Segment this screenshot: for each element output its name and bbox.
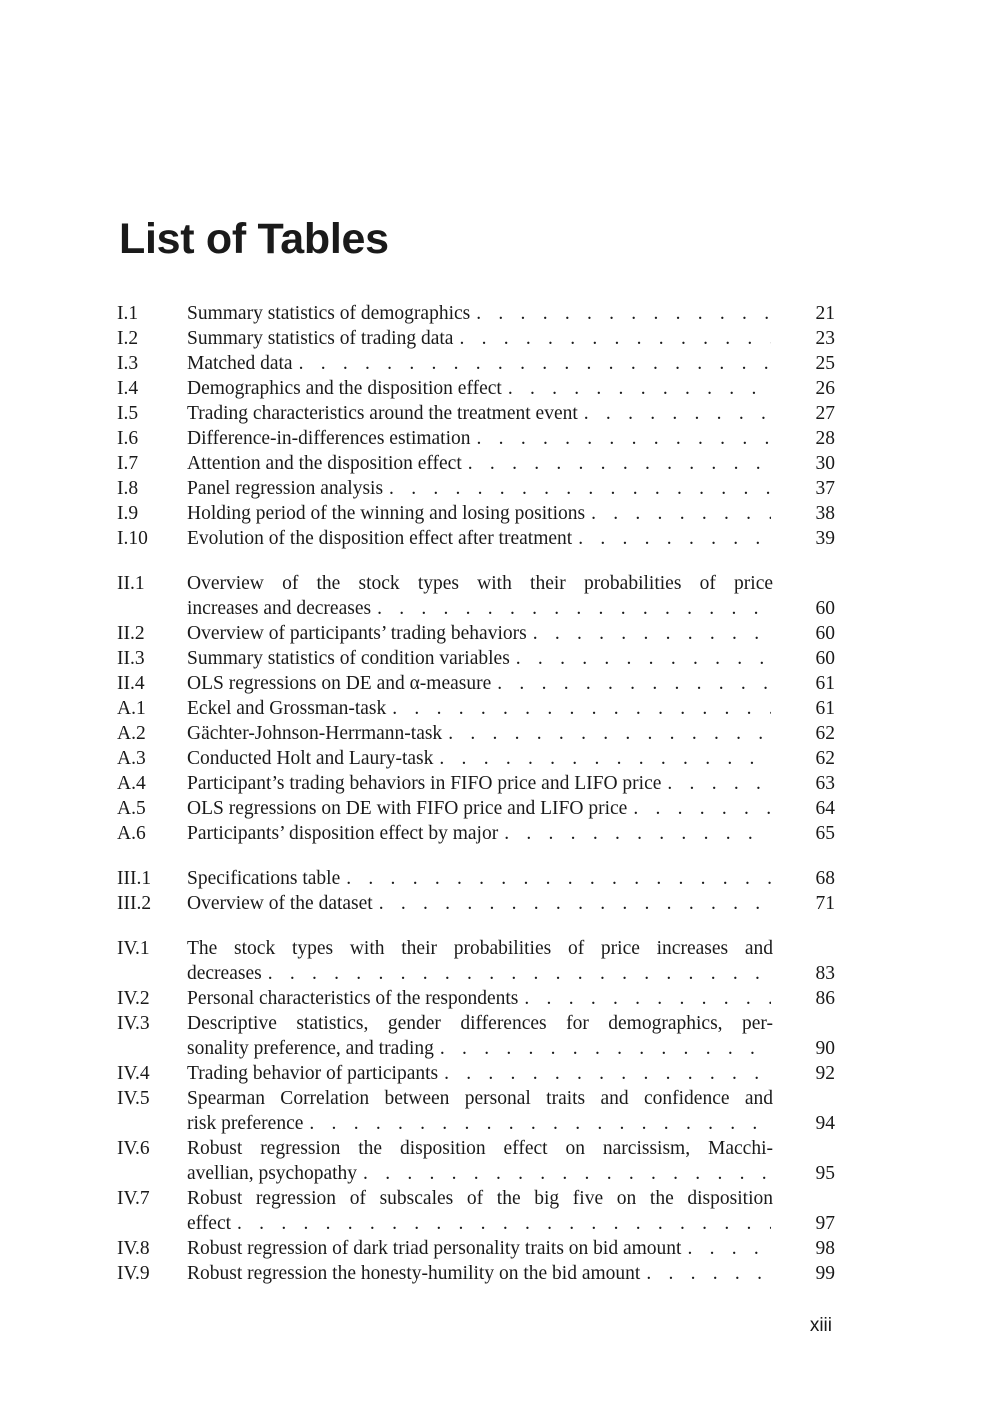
table-title-wrap bbox=[187, 771, 771, 796]
table-title-wrap bbox=[187, 426, 771, 451]
table-title: Specifications table bbox=[187, 868, 341, 889]
table-number: IV.2 bbox=[117, 988, 150, 1009]
table-title-wrap bbox=[187, 746, 771, 771]
table-page-number: 21 bbox=[815, 303, 835, 324]
table-title-wrap bbox=[187, 821, 771, 846]
table-page-number: 60 bbox=[815, 623, 835, 644]
table-page-number: 86 bbox=[815, 988, 835, 1009]
table-title: Trading characteristics around the treatment event bbox=[187, 403, 578, 424]
dot-leader bbox=[491, 671, 771, 696]
table-page-number: 37 bbox=[815, 478, 835, 499]
table-entry-link[interactable] bbox=[115, 721, 835, 746]
table-title-wrap bbox=[187, 596, 771, 621]
dot-leader bbox=[434, 1036, 771, 1061]
table-entry-link[interactable] bbox=[115, 451, 835, 476]
table-title-wrap bbox=[187, 866, 771, 891]
table-title: effect bbox=[187, 1213, 232, 1234]
table-entry-link[interactable] bbox=[115, 1011, 835, 1061]
table-title-line1: Descriptive statistics, gender differences for demographics, per- bbox=[187, 1013, 773, 1034]
table-title: Eckel and Grossman-task bbox=[187, 698, 387, 719]
table-title: sonality preference, and trading bbox=[187, 1038, 434, 1059]
table-entry-link[interactable] bbox=[115, 891, 835, 916]
table-number: II.4 bbox=[117, 673, 145, 694]
table-title-wrap bbox=[187, 526, 771, 551]
table-title-wrap bbox=[187, 646, 771, 671]
table-title-wrap bbox=[187, 1211, 771, 1236]
table-entry-link[interactable] bbox=[115, 426, 835, 451]
table-number: I.1 bbox=[117, 303, 139, 324]
table-page-number: 94 bbox=[815, 1113, 835, 1134]
table-title: Panel regression analysis bbox=[187, 478, 384, 499]
table-entry-link[interactable] bbox=[115, 796, 835, 821]
page-title: List of Tables bbox=[119, 215, 389, 263]
table-number: I.10 bbox=[117, 528, 148, 549]
table-page-number: 60 bbox=[815, 648, 835, 669]
table-entry-link[interactable] bbox=[115, 696, 835, 721]
dot-leader bbox=[572, 526, 771, 551]
table-title: Summary statistics of trading data bbox=[187, 328, 454, 349]
table-title-wrap bbox=[187, 621, 771, 646]
table-title: Trading behavior of participants bbox=[187, 1063, 439, 1084]
table-title: Participant’s trading behaviors in FIFO price and LIFO price bbox=[187, 773, 662, 794]
table-entry-link[interactable] bbox=[115, 1086, 835, 1136]
table-title-wrap bbox=[187, 1261, 771, 1286]
dot-leader bbox=[438, 1061, 771, 1086]
table-title-wrap bbox=[187, 326, 771, 351]
table-title-wrap bbox=[187, 451, 771, 476]
table-title-wrap bbox=[187, 376, 771, 401]
table-title-wrap bbox=[187, 476, 771, 501]
dot-leader bbox=[262, 961, 771, 986]
table-page-number: 95 bbox=[815, 1163, 835, 1184]
table-title: decreases bbox=[187, 963, 262, 984]
table-title: Difference-in-differences estimation bbox=[187, 428, 471, 449]
table-number: II.3 bbox=[117, 648, 145, 669]
table-page-number: 98 bbox=[815, 1238, 835, 1259]
table-title: Matched data bbox=[187, 353, 293, 374]
table-number: I.6 bbox=[117, 428, 139, 449]
table-page-number: 28 bbox=[815, 428, 835, 449]
dot-leader bbox=[661, 771, 771, 796]
dot-leader bbox=[627, 796, 771, 821]
table-page-number: 65 bbox=[815, 823, 835, 844]
table-title-line1: Robust regression of subscales of the big five on the disposition bbox=[187, 1188, 773, 1209]
dot-leader bbox=[527, 621, 771, 646]
table-page-number: 92 bbox=[815, 1063, 835, 1084]
dot-leader bbox=[453, 326, 771, 351]
table-entry-link[interactable] bbox=[115, 771, 835, 796]
table-entry-link[interactable] bbox=[115, 671, 835, 696]
table-title-wrap bbox=[187, 891, 771, 916]
table-page-number: 27 bbox=[815, 403, 835, 424]
table-title: Summary statistics of demographics bbox=[187, 303, 471, 324]
toc-group bbox=[115, 571, 835, 846]
table-list bbox=[115, 301, 835, 1286]
table-number: A.6 bbox=[117, 823, 146, 844]
table-title: Overview of participants’ trading behaviors bbox=[187, 623, 527, 644]
table-page-number: 71 bbox=[815, 893, 835, 914]
table-number: A.1 bbox=[117, 698, 146, 719]
dot-leader bbox=[231, 1211, 771, 1236]
dot-leader bbox=[340, 866, 771, 891]
table-number: A.4 bbox=[117, 773, 146, 794]
table-page-number: 63 bbox=[815, 773, 835, 794]
table-page-number: 25 bbox=[815, 353, 835, 374]
table-entry-link[interactable] bbox=[115, 571, 835, 621]
dot-leader bbox=[502, 376, 771, 401]
table-title-wrap bbox=[187, 301, 771, 326]
table-title-wrap bbox=[187, 501, 771, 526]
table-number: IV.6 bbox=[117, 1138, 150, 1159]
table-entry-link[interactable] bbox=[115, 501, 835, 526]
table-title: Summary statistics of condition variables bbox=[187, 648, 510, 669]
table-number: I.4 bbox=[117, 378, 139, 399]
table-number: IV.7 bbox=[117, 1188, 150, 1209]
table-page-number: 90 bbox=[815, 1038, 835, 1059]
table-page-number: 61 bbox=[815, 673, 835, 694]
table-title: risk preference bbox=[187, 1113, 304, 1134]
table-title: OLS regressions on DE and α-measure bbox=[187, 673, 492, 694]
table-entry-link[interactable] bbox=[115, 301, 835, 326]
table-number: I.5 bbox=[117, 403, 139, 424]
table-entry-link[interactable] bbox=[115, 1061, 835, 1086]
table-page-number: 62 bbox=[815, 723, 835, 744]
dot-leader bbox=[442, 721, 771, 746]
table-number: A.5 bbox=[117, 798, 146, 819]
table-number: I.7 bbox=[117, 453, 139, 474]
table-entry-link[interactable] bbox=[115, 526, 835, 551]
table-number: I.9 bbox=[117, 503, 139, 524]
table-entry-link[interactable] bbox=[115, 1236, 835, 1261]
dot-leader bbox=[681, 1236, 771, 1261]
table-title-wrap bbox=[187, 986, 771, 1011]
table-number: I.2 bbox=[117, 328, 139, 349]
table-title: avellian, psychopathy bbox=[187, 1163, 358, 1184]
table-page-number: 38 bbox=[815, 503, 835, 524]
toc-group bbox=[115, 866, 835, 916]
table-page-number: 62 bbox=[815, 748, 835, 769]
table-page-number: 99 bbox=[815, 1263, 835, 1284]
table-title-wrap bbox=[187, 961, 771, 986]
table-entry-link[interactable] bbox=[115, 376, 835, 401]
table-number: IV.5 bbox=[117, 1088, 150, 1109]
table-page-number: 61 bbox=[815, 698, 835, 719]
page-number: xiii bbox=[809, 1315, 832, 1336]
table-title: Holding period of the winning and losing positions bbox=[187, 503, 586, 524]
table-title-wrap bbox=[187, 796, 771, 821]
table-title: Attention and the disposition effect bbox=[187, 453, 462, 474]
dot-leader bbox=[510, 646, 771, 671]
dot-leader bbox=[585, 501, 771, 526]
table-title-wrap bbox=[187, 1036, 771, 1061]
table-number: A.2 bbox=[117, 723, 146, 744]
table-number: II.2 bbox=[117, 623, 145, 644]
dot-leader bbox=[518, 986, 771, 1011]
dot-leader bbox=[578, 401, 771, 426]
table-title: Participants’ disposition effect by major bbox=[187, 823, 499, 844]
table-title-line1: Spearman Correlation between personal traits and confidence and bbox=[187, 1088, 773, 1109]
table-entry-link[interactable] bbox=[115, 476, 835, 501]
table-page-number: 68 bbox=[815, 868, 835, 889]
table-title: Gächter-Johnson-Herrmann-task bbox=[187, 723, 443, 744]
table-number: II.1 bbox=[117, 573, 145, 594]
dot-leader bbox=[303, 1111, 771, 1136]
table-entry-link[interactable] bbox=[115, 986, 835, 1011]
table-entry-link[interactable] bbox=[115, 1261, 835, 1286]
table-entry-link[interactable] bbox=[115, 401, 835, 426]
table-title-wrap bbox=[187, 351, 771, 376]
table-number: I.8 bbox=[117, 478, 139, 499]
table-entry-link[interactable] bbox=[115, 821, 835, 846]
table-page-number: 23 bbox=[815, 328, 835, 349]
table-title-wrap bbox=[187, 721, 771, 746]
dot-leader bbox=[462, 451, 771, 476]
table-number: IV.9 bbox=[117, 1263, 150, 1284]
table-title-line1: Overview of the stock types with their probabilities of price bbox=[187, 573, 773, 594]
table-entry-link[interactable] bbox=[115, 1136, 835, 1186]
table-number: IV.8 bbox=[117, 1238, 150, 1259]
dot-leader bbox=[433, 746, 771, 771]
table-page-number: 83 bbox=[815, 963, 835, 984]
dot-leader bbox=[386, 696, 771, 721]
table-page-number: 30 bbox=[815, 453, 835, 474]
table-entry-link[interactable] bbox=[115, 621, 835, 646]
table-title-line1: Robust regression the disposition effect on narcissism, Macchi- bbox=[187, 1138, 773, 1159]
table-number: A.3 bbox=[117, 748, 146, 769]
toc-group bbox=[115, 936, 835, 1286]
table-title: Robust regression of dark triad personality traits on bid amount bbox=[187, 1238, 682, 1259]
table-title: Robust regression the honesty-humility on the bid amount bbox=[187, 1263, 641, 1284]
dot-leader bbox=[371, 596, 771, 621]
table-number: IV.3 bbox=[117, 1013, 150, 1034]
table-title: Overview of the dataset bbox=[187, 893, 373, 914]
table-page-number: 64 bbox=[815, 798, 835, 819]
table-entry-link[interactable] bbox=[115, 936, 835, 986]
table-title-wrap bbox=[187, 696, 771, 721]
dot-leader bbox=[293, 351, 771, 376]
table-entry-link[interactable] bbox=[115, 746, 835, 771]
dot-leader bbox=[357, 1161, 771, 1186]
table-page-number: 97 bbox=[815, 1213, 835, 1234]
table-entry-link[interactable] bbox=[115, 326, 835, 351]
table-entry-link[interactable] bbox=[115, 351, 835, 376]
table-title: Evolution of the disposition effect after treatment bbox=[187, 528, 573, 549]
table-entry-link[interactable] bbox=[115, 866, 835, 891]
table-number: I.3 bbox=[117, 353, 139, 374]
table-page-number: 26 bbox=[815, 378, 835, 399]
table-title-wrap bbox=[187, 401, 771, 426]
dot-leader bbox=[471, 426, 771, 451]
table-title-wrap bbox=[187, 671, 771, 696]
dot-leader bbox=[383, 476, 771, 501]
dot-leader bbox=[498, 821, 771, 846]
table-entry-link[interactable] bbox=[115, 646, 835, 671]
table-title: Personal characteristics of the respondents bbox=[187, 988, 519, 1009]
table-page-number: 60 bbox=[815, 598, 835, 619]
table-title-line1: The stock types with their probabilities of price increases and bbox=[187, 938, 773, 959]
toc-group bbox=[115, 301, 835, 551]
table-number: IV.1 bbox=[117, 938, 150, 959]
dot-leader bbox=[470, 301, 771, 326]
table-number: III.2 bbox=[117, 893, 152, 914]
table-title: Demographics and the disposition effect bbox=[187, 378, 502, 399]
table-title: Conducted Holt and Laury-task bbox=[187, 748, 434, 769]
table-number: IV.4 bbox=[117, 1063, 150, 1084]
table-title-wrap bbox=[187, 1161, 771, 1186]
table-title-wrap bbox=[187, 1236, 771, 1261]
table-entry-link[interactable] bbox=[115, 1186, 835, 1236]
table-title: OLS regressions on DE with FIFO price and LIFO price bbox=[187, 798, 628, 819]
table-page-number: 39 bbox=[815, 528, 835, 549]
dot-leader bbox=[640, 1261, 771, 1286]
table-title-wrap bbox=[187, 1111, 771, 1136]
table-number: III.1 bbox=[117, 868, 152, 889]
table-title: increases and decreases bbox=[187, 598, 372, 619]
table-title-wrap bbox=[187, 1061, 771, 1086]
dot-leader bbox=[373, 891, 771, 916]
